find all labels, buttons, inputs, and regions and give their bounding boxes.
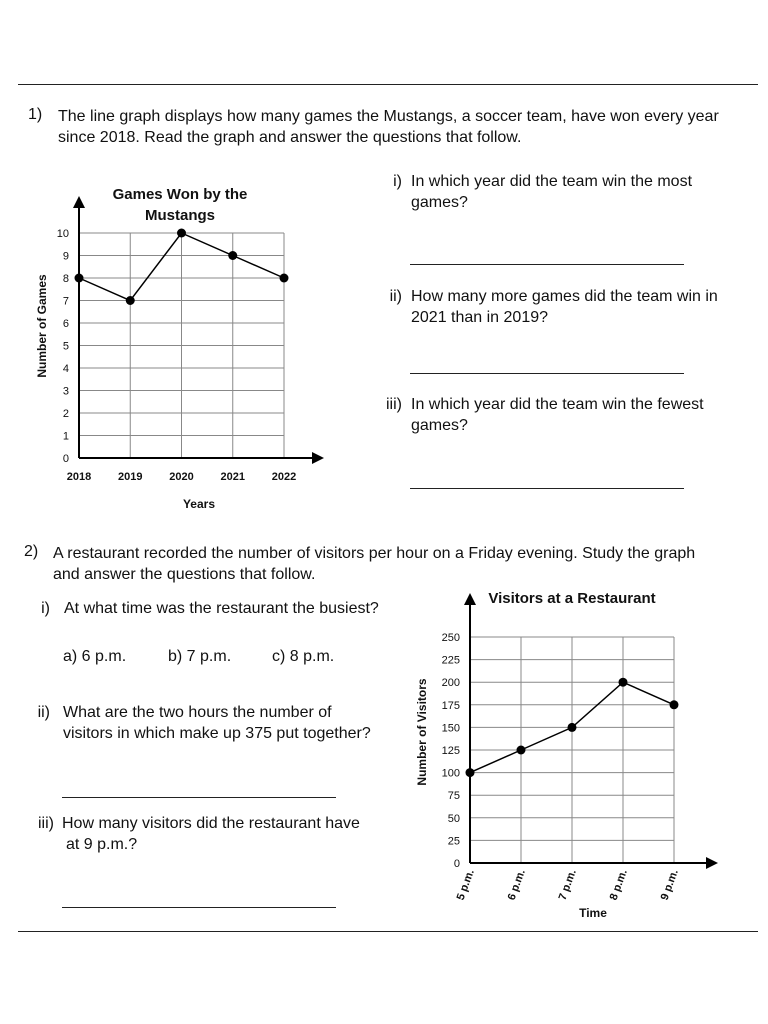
chart1-ytick-label: 10 [56,228,69,240]
chart2-ylabel: Number of Visitors [415,678,429,786]
q1-sub-iii-line1: In which year did the team win the fewest [411,396,704,413]
chart2-y-axis-arrow [464,593,476,605]
q2-sub-iii-roman: iii) [38,815,54,832]
chart2-data-point [517,746,526,755]
q2-sub-i [34,598,414,619]
q2-sub-ii-line1: What are the two hours the number of [63,704,332,721]
chart2-title: Visitors at a Restaurant [488,590,656,607]
chart2-ytick-label: 150 [441,722,460,735]
top-rule [18,84,758,85]
chart2-ytick-label: 75 [447,790,460,803]
chart1-ytick-label: 3 [62,385,69,398]
chart2-xtick-label: 8 p.m. [607,867,630,902]
chart1-ytick-label: 8 [62,273,69,285]
chart1-title-line2: Mustangs [144,207,216,224]
q2-sub-i-roman: i) [41,600,50,617]
q1-sub-i-roman: i) [393,173,402,190]
chart1-xtick-label: 2019 [118,471,143,483]
chart2-series-line [470,682,674,772]
chart2-data-point [619,678,628,687]
q1-sub-i-line1: In which year did the team win the most [411,173,693,190]
q1-answer-line-ii[interactable] [410,373,684,374]
chart2-xtick-label: 9 p.m. [658,867,681,902]
q1-sub-ii-line2: 2021 than in 2019? [411,309,549,326]
chart2-data-point [466,768,475,777]
question2-number: 2) [24,543,39,560]
q2-option-c[interactable]: c) 8 p.m. [272,648,335,665]
q1-answer-line-i[interactable] [410,264,684,265]
chart2-ytick-label: 200 [441,677,460,690]
chart1-ytick-label: 2 [62,408,69,420]
chart1-ytick-label: 9 [62,250,69,263]
q1-sub-iii-line2: games? [411,417,468,434]
q1-sub-ii-line1: How many more games did the team win in [411,288,718,305]
q1-sub-iii-roman: iii) [386,396,402,413]
q2-sub-iii [28,813,408,855]
q1-sub-i [380,171,750,213]
chart1-xtick-label: 2022 [271,471,297,483]
q1-sub-iii [374,394,754,436]
chart2-data-point [670,700,679,709]
question2-text-line1: A restaurant recorded the number of visitors per hour on a Friday evening. Study the graph [53,545,696,562]
q2-option-a[interactable]: a) 6 p.m. [63,648,127,665]
q1-sub-ii [380,286,750,328]
q2-sub-iii-line2: at 9 p.m.? [66,836,138,853]
q2-answer-line-ii[interactable] [62,797,336,798]
chart2-xtick-label: 7 p.m. [556,867,579,902]
chart1-ytick-label: 4 [62,363,69,375]
question1-text-line1: The line graph displays how many games the Mustangs, a soccer team, have won every year [58,108,719,125]
chart2-ytick-label: 50 [447,812,460,825]
chart1-data-point [280,274,289,283]
chart1-xtick-label: 2018 [66,471,92,483]
chart2-ytick-label: 250 [441,632,460,644]
q2-option-b[interactable]: b) 7 p.m. [168,648,232,665]
chart1-ytick-label: 5 [62,340,69,353]
chart2-xlabel: Time [579,906,607,920]
chart2-ytick-label: 125 [441,745,460,757]
chart1-x-axis-arrow [312,452,324,464]
chart2-x-axis-arrow [706,857,718,869]
q1-answer-line-iii[interactable] [410,488,684,489]
chart1-series-line [79,233,284,301]
chart1-xlabel: Years [182,497,216,511]
chart2-ytick-label: 0 [453,858,460,870]
chart2-ytick-label: 100 [441,767,460,780]
chart2-ytick-label: 225 [441,654,460,667]
q2-sub-i-line1: At what time was the restaurant the busiest? [64,600,379,617]
chart2-data-point [568,723,577,732]
bottom-rule [18,931,758,932]
q1-sub-ii-roman: ii) [389,288,402,305]
chart1-data-point [75,274,84,283]
q2-sub-ii [28,702,408,744]
chart1-data-point [126,296,135,305]
q2-sub-iii-line1: How many visitors did the restaurant have [62,815,360,832]
question1-text-line2: since 2018. Read the graph and answer the questions that follow. [58,129,522,146]
chart2-xtick-label: 5 p.m. [454,867,477,902]
chart1-ytick-label: 6 [62,318,69,330]
q1-sub-i-line2: games? [411,194,468,211]
chart2-ytick-label: 25 [447,835,460,848]
chart1-ytick-label: 7 [62,295,69,308]
chart1-xtick-label: 2021 [220,471,245,483]
q2-answer-line-iii[interactable] [62,907,336,908]
chart1-data-point [228,251,237,260]
q2-sub-ii-roman: ii) [37,704,50,721]
chart2-xtick-label: 6 p.m. [505,867,528,902]
chart1-y-axis-arrow [73,196,85,208]
chart1-xtick-label: 2020 [169,471,194,483]
chart2-ytick-label: 175 [441,699,460,712]
question2-text-line2: and answer the questions that follow. [53,566,316,583]
chart1-ytick-label: 0 [62,453,69,465]
chart1-data-point [177,229,186,238]
question1-number: 1) [28,106,43,123]
chart1-ylabel: Number of Games [35,274,49,378]
q2-sub-ii-line2: visitors in which make up 375 put together? [63,725,371,742]
chart1-ytick-label: 1 [62,430,69,443]
chart1-title-line1: Games Won by the [112,186,248,203]
